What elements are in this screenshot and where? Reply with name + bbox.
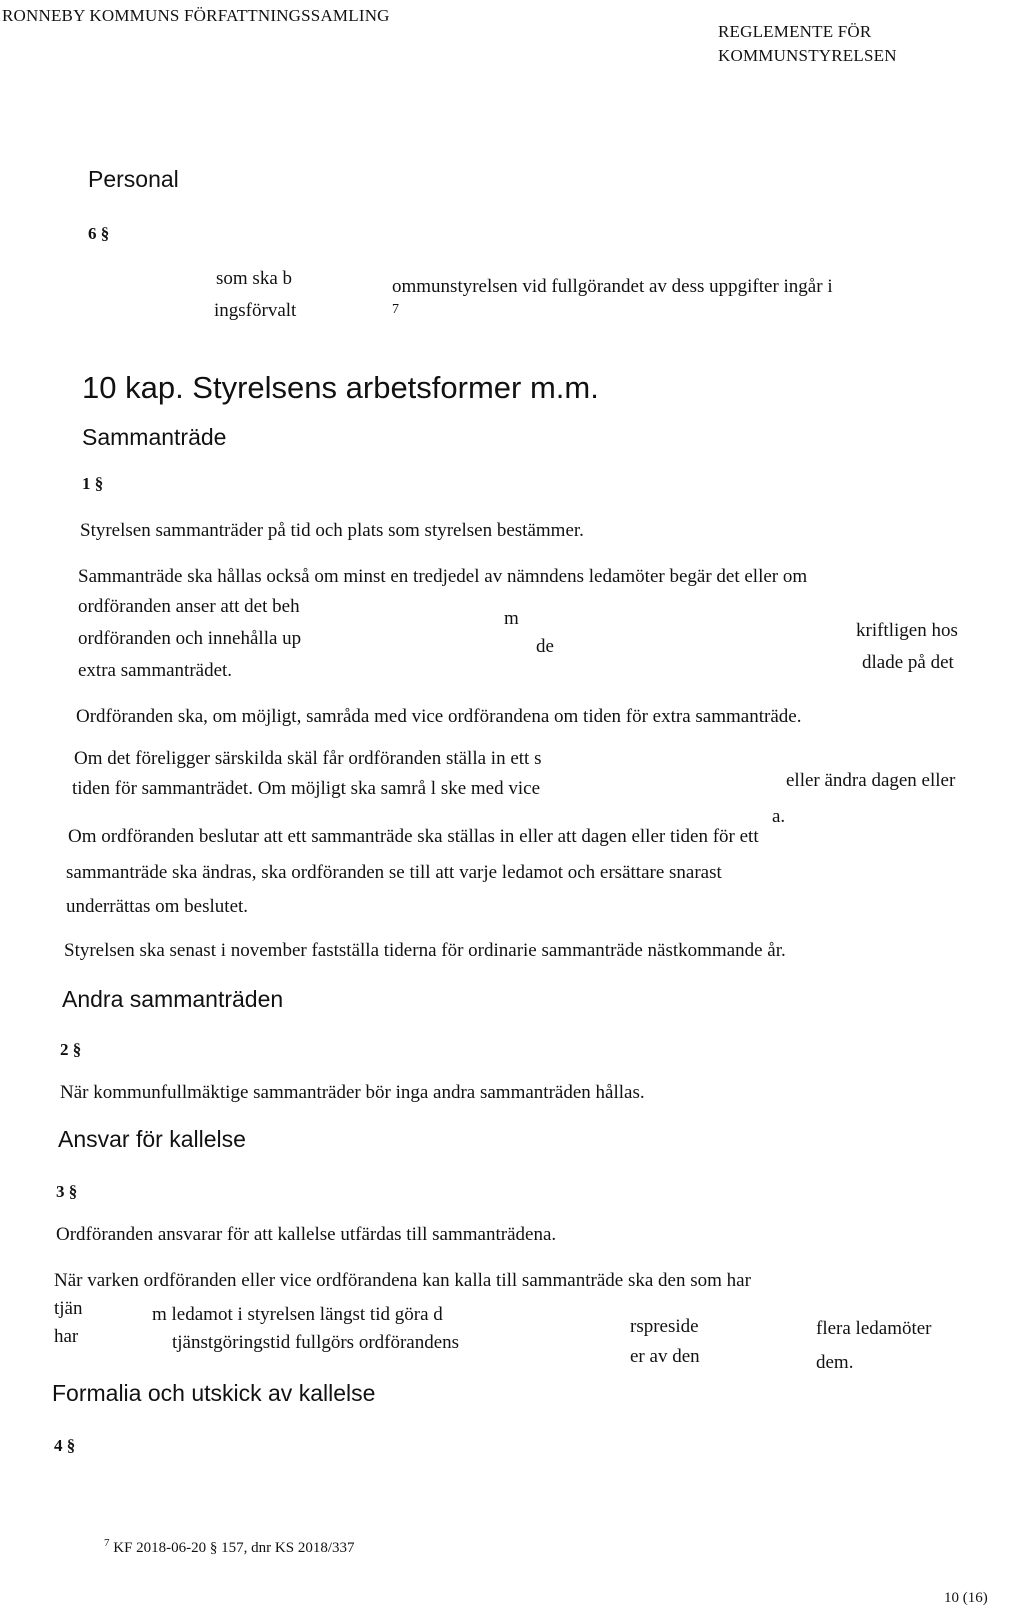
sammantrade-p2-line1: Sammanträde ska hållas också om minst en tredjedel av nämndens ledamöter begär det eller om (78, 566, 808, 587)
section-number-4: 4 § (54, 1436, 76, 1455)
personal-line1-part-b: ommunstyrelsen vid fullgörandet av dess uppgifter ingår i (392, 276, 833, 297)
heading-personal: Personal (88, 166, 179, 192)
header-right-line2: KOMMUNSTYRELSEN (718, 46, 897, 65)
sammantrade-p4-line1-b: eller ändra dagen eller (786, 770, 956, 791)
section-number-3: 3 § (56, 1182, 78, 1201)
header-left: RONNEBY KOMMUNS FÖRFATTNINGSSAMLING (2, 6, 390, 25)
section-number-1: 1 § (82, 474, 104, 493)
section-number-2: 2 § (60, 1040, 82, 1059)
andra-p1: När kommunfullmäktige sammanträder bör inga andra sammanträden hållas. (60, 1082, 645, 1103)
heading-ansvar-for-kallelse: Ansvar för kallelse (58, 1126, 246, 1152)
footnote-marker: 7 (104, 1537, 110, 1549)
sammantrade-p5-line1: Om ordföranden beslutar att ett sammanträde ska ställas in eller att dagen eller tiden för ett (68, 826, 759, 847)
sammantrade-p2-line4-a: extra sammanträdet. (78, 660, 233, 681)
sammantrade-p2-line2-b: m (504, 608, 519, 629)
sammantrade-p2-line3-b: de (536, 636, 554, 657)
ansvar-p2-line2-c: rspreside (630, 1316, 699, 1337)
sammantrade-p4-line2-b: a. (772, 806, 786, 827)
ansvar-p2-line1: När varken ordföranden eller vice ordförandena kan kalla till sammanträde ska den som har (54, 1270, 751, 1291)
sammantrade-p2-line4-b: dlade på det (862, 652, 954, 673)
ansvar-p1: Ordföranden ansvarar för att kallelse utfärdas till sammanträdena. (56, 1224, 557, 1245)
ansvar-p2-line3-c: er av den (630, 1346, 700, 1367)
ansvar-p2-line3-a: har (54, 1326, 79, 1347)
sammantrade-p4-line2-a: tiden för sammanträdet. Om möjligt ska samrå l ske med vice (72, 778, 541, 799)
personal-line2-part-b: 7 (392, 302, 399, 317)
ansvar-p2-line2-b: m ledamot i styrelsen längst tid göra d (152, 1304, 443, 1325)
sammantrade-p3: Ordföranden ska, om möjligt, samråda med vice ordförandena om tiden för extra sammanträde. (76, 706, 802, 727)
ansvar-p2-line2-a: tjän (54, 1298, 83, 1319)
personal-line1-part-a: som ska b (216, 268, 292, 289)
footnote (104, 1537, 355, 1557)
heading-sammantrade: Sammanträde (82, 424, 227, 450)
page-number: 10 (16) (944, 1590, 988, 1606)
heading-formalia: Formalia och utskick av kallelse (52, 1380, 376, 1406)
ansvar-p2-line3-b: tjänstgöringstid fullgörs ordförandens (172, 1332, 460, 1353)
sammantrade-p1: Styrelsen sammanträder på tid och plats som styrelsen bestämmer. (80, 520, 584, 541)
sammantrade-p2-line3-a: ordföranden och innehålla up (78, 628, 302, 649)
chapter-title: 10 kap. Styrelsens arbetsformer m.m. (82, 370, 599, 405)
ansvar-p2-line3-d: dem. (816, 1352, 854, 1373)
sammantrade-p4-line1-a: Om det föreligger särskilda skäl får ordföranden ställa in ett s (74, 748, 542, 769)
header-right-line1: REGLEMENTE FÖR (718, 22, 872, 41)
sammantrade-p6: Styrelsen ska senast i november fastställa tiderna för ordinarie sammanträde nästkommande år. (64, 940, 786, 961)
sammantrade-p2-line3-c: kriftligen hos (856, 620, 958, 641)
sammantrade-p5-line2: sammanträde ska ändras, ska ordföranden se till att varje ledamot och ersättare snarast (66, 862, 722, 883)
personal-line2-part-a: ingsförvalt (214, 300, 297, 321)
footnote-text: KF 2018-06-20 § 157, dnr KS 2018/337 (113, 1540, 355, 1556)
heading-andra-sammantraden: Andra sammanträden (62, 986, 284, 1012)
ansvar-p2-line2-d: flera ledamöter (816, 1318, 932, 1339)
sammantrade-p2-line2-a: ordföranden anser att det beh (78, 596, 300, 617)
section-number-6: 6 § (88, 224, 110, 243)
sammantrade-p5-line3: underrättas om beslutet. (66, 896, 249, 917)
